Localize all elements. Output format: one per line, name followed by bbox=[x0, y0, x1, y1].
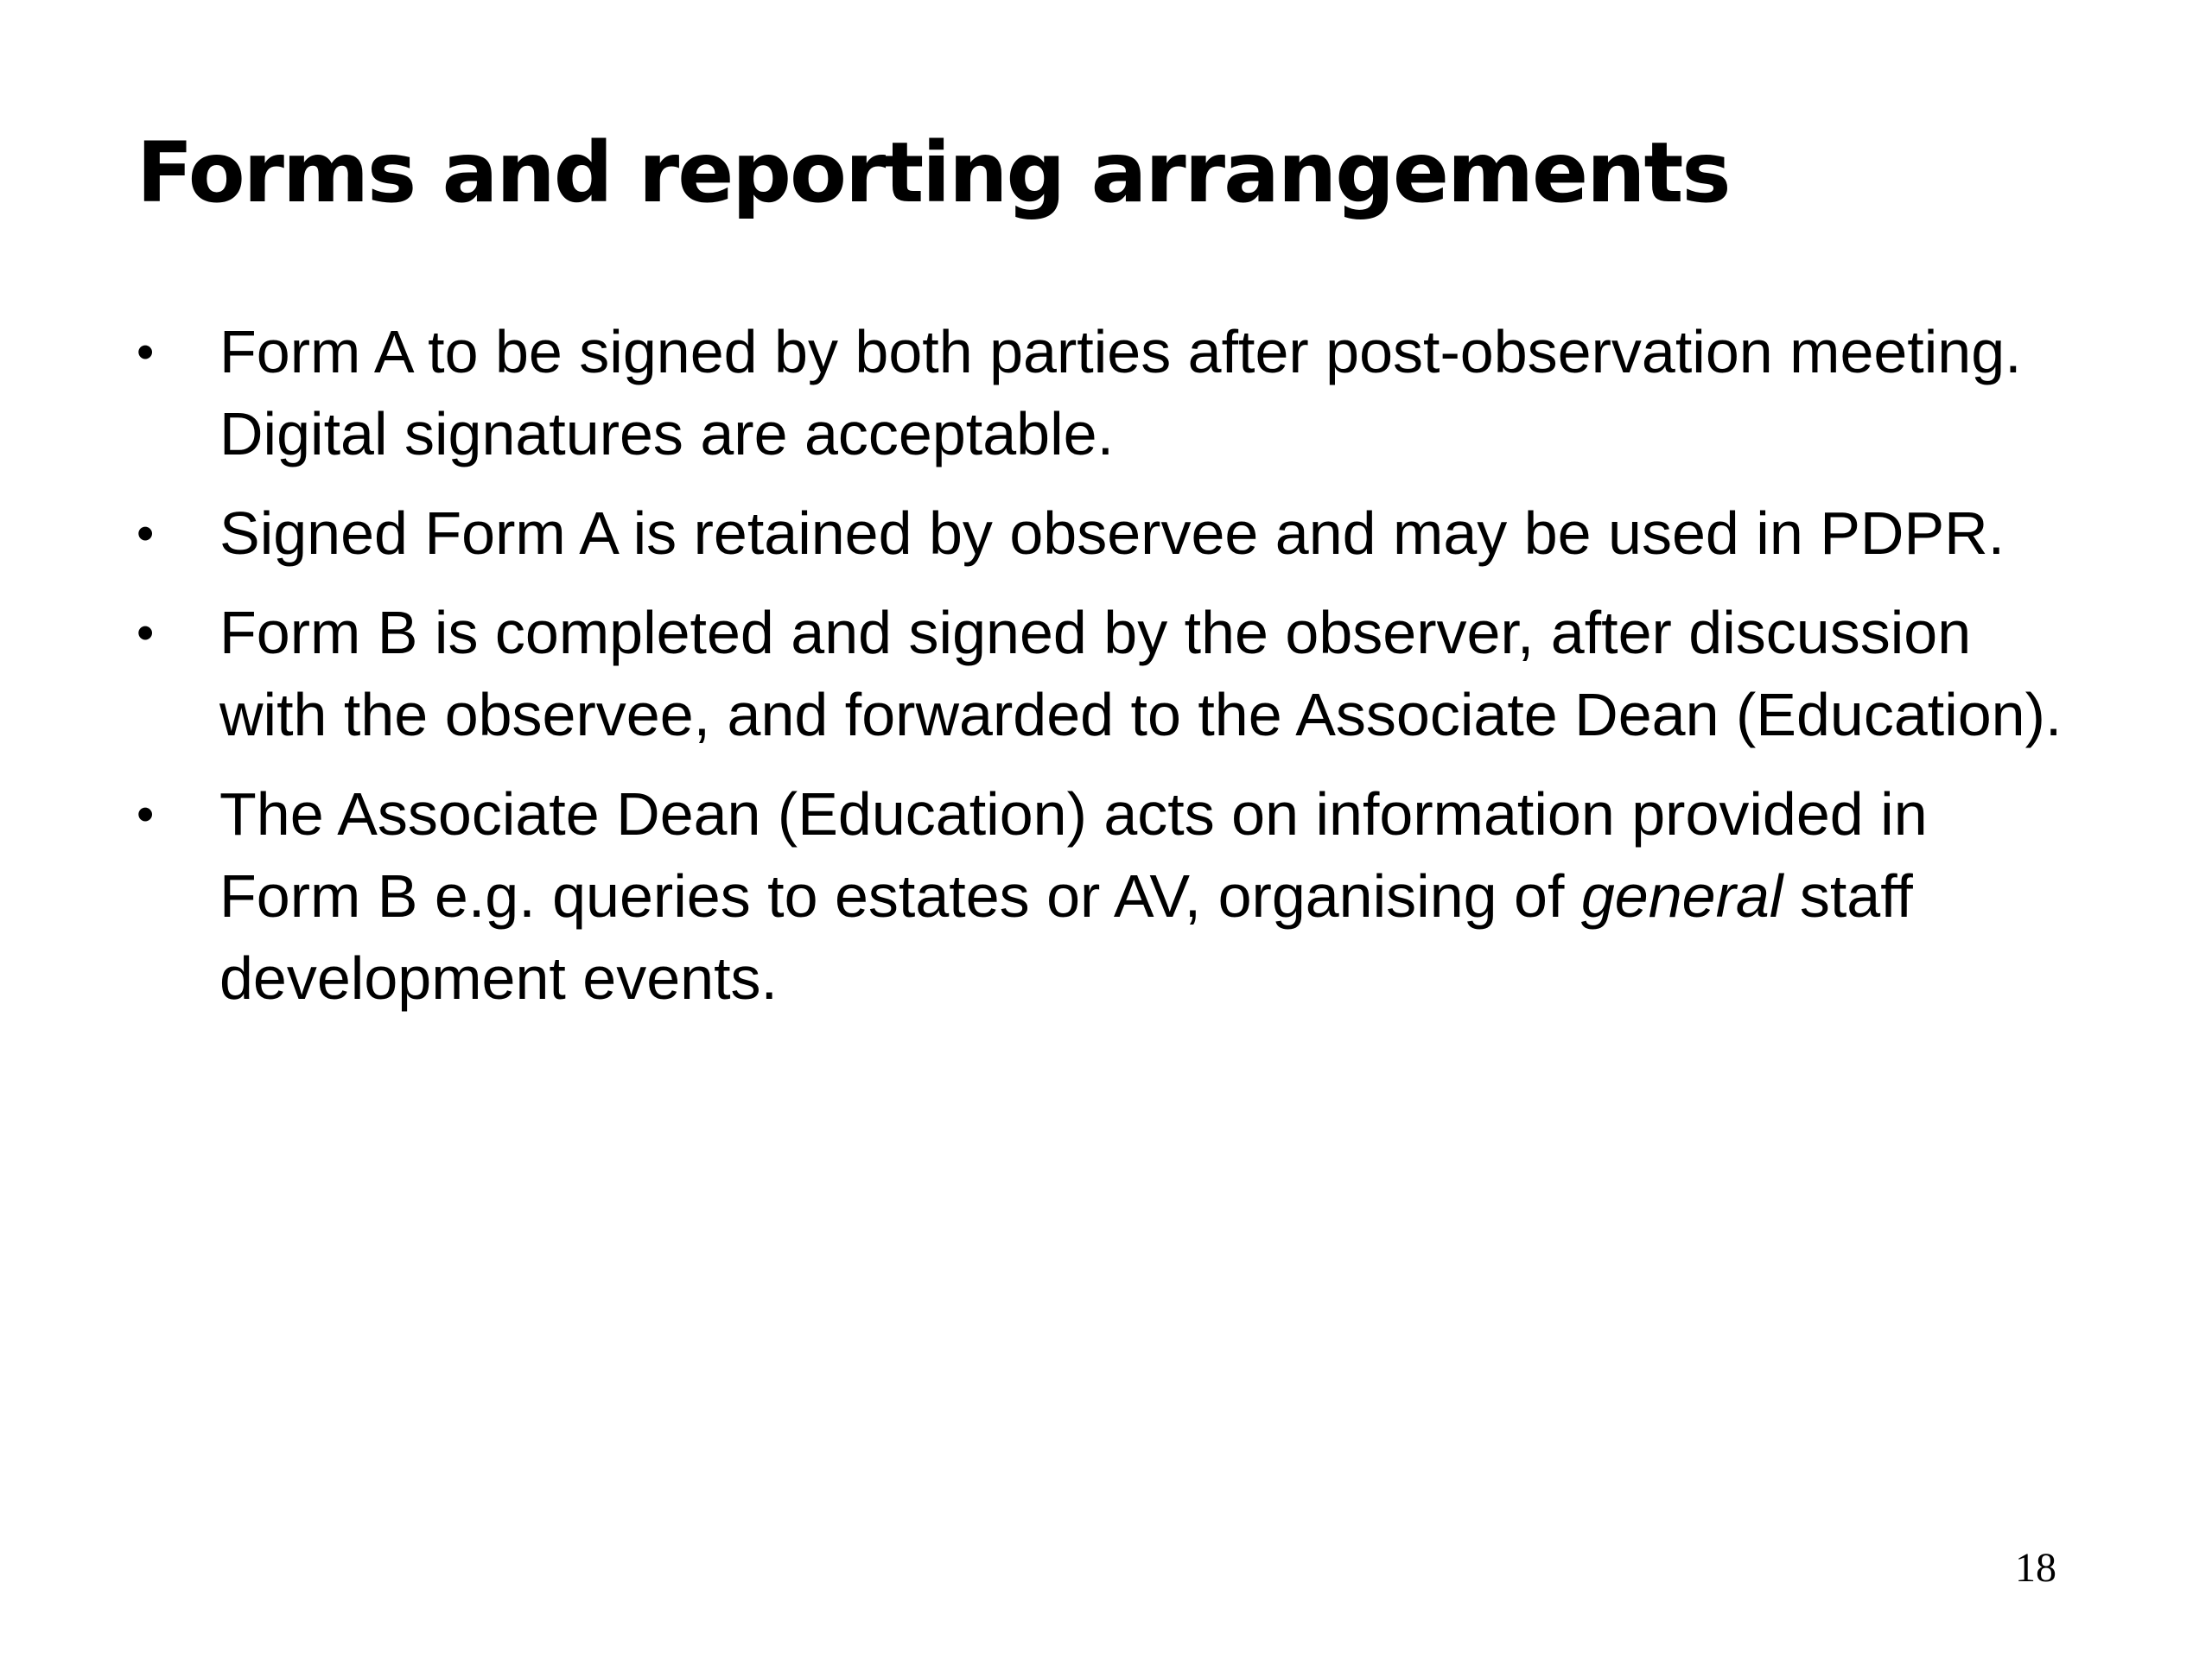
bullet-icon: • bbox=[137, 786, 155, 842]
slide-title: Forms and reporting arrangements bbox=[137, 124, 1730, 221]
bullet-icon: • bbox=[137, 505, 155, 562]
bullet-item-form-a bbox=[137, 311, 2081, 475]
bullet-list bbox=[137, 311, 2081, 1037]
bullet-text: Signed Form A is retained by observee and may be used in PDPR. bbox=[219, 499, 2005, 567]
bullet-item-signed-form-a bbox=[137, 493, 2081, 575]
bullet-item-form-b bbox=[137, 592, 2081, 756]
bullet-text: Form A to be signed by both parties after post-observation meeting. Digital signatures are acceptable. bbox=[219, 318, 2022, 467]
bullet-icon: • bbox=[137, 324, 155, 380]
page-number: 18 bbox=[2015, 1545, 2056, 1591]
bullet-item-associate-dean bbox=[137, 773, 2081, 1020]
bullet-icon: • bbox=[137, 605, 155, 661]
bullet-text-start: The Associate Dean (Education) acts on information provided in Form B e.g. queries to estates or AV, organising of bbox=[219, 780, 1928, 930]
bullet-text-end: staff development events. bbox=[219, 862, 1913, 1012]
bullet-text: Form B is completed and signed by the observer, after discussion with the observee, and forwarded to the Associate Dean (Education). bbox=[219, 599, 2063, 748]
bullet-text-emphasis: general bbox=[1580, 862, 1783, 930]
